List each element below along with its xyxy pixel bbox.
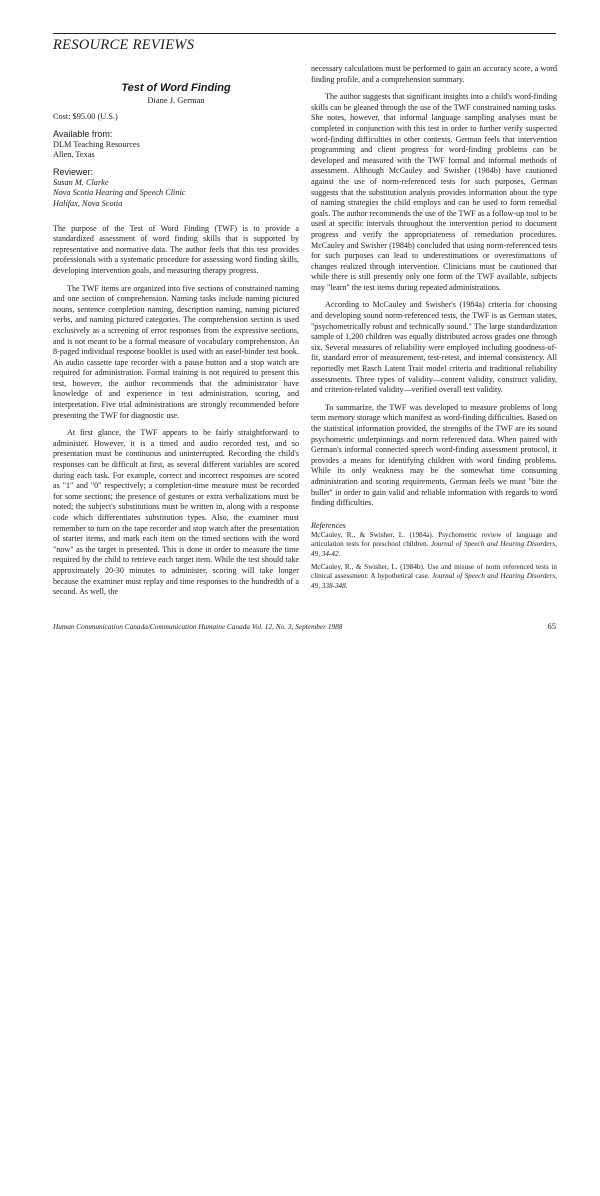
available-label: Available from: [53,128,113,139]
section-heading: RESOURCE REVIEWS [53,37,195,53]
reference-item [311,531,557,559]
reference-authors: McCauley, R., & Swisher, L. (1984a). [311,530,434,539]
reference-item [311,563,557,591]
columns [53,64,556,605]
publisher: DLM Teaching Resources [53,139,140,149]
footer [53,621,556,632]
reference-source: Journal of Speech and Hearing Disorders, 49, 338-348. [311,572,558,590]
journal-footer: Human Communication Canada/Communication Humaine Canada Vol. 12, No. 3, September 1988 [53,621,343,631]
references-heading: References [311,520,346,530]
reference-title: Use and misuse of norm referenced tests in clinical assessment: A hypothetical case. [311,562,558,581]
reviewer-name: Susan M. Clarke [53,177,109,187]
reviewer-block [53,167,299,210]
reviewer-label: Reviewer: [53,166,94,177]
review-author: Diane J. German [147,95,205,105]
reference-source: Journal of Speech and Hearing Disorders, 49, 34-42. [311,540,558,558]
page-number: 65 [547,620,556,631]
paragraph: The purpose of the Test of Word Finding (TWF) is to provide a standardized assessment of word finding skills that is supported by representative and normative data. The author feels that this test provides professionals with a systematic procedure for assessing word finding skills, developing intervention goals, and measuring therapy progress. [53,223,299,275]
availability [53,129,299,161]
left-column [53,64,299,605]
reviewer-location: Halifax, Nova Scotia [53,198,123,208]
reference-authors: McCauley, R., & Swisher, L. (1984b). [311,562,425,571]
paragraph: According to McCauley and Swisher's (1984a) criteria for choosing and developing sound norm-referenced tests, the TWF is as German states, "psychometrically robust and technically sound." The large standardization sample of 1,200 children was equally distributed across grades one through six. Several measures of reliability were employed including goodness-of-fit, standard error of measurement, test-retest, and internal consistency. All reportedly met Rasch Latent Trait model criteria and traditional reliability assessments. Three types of validity—content validity, construct validity, and criterion-related validity—verified overall test validity. [311,300,557,395]
cost: Cost: $95.00 (U.S.) [53,112,118,121]
paragraph: necessary calculations must be performed to gain an accuracy score, a word finding profile, and a comprehension summary. [311,64,557,84]
paragraph: The author suggests that significant insights into a child's word-finding skills can be gleaned through the use of the TWF constrained naming tasks. She notes, however, that informal language sampling analyses must be completed in conjunction with this test in order to further verify suspected word-finding difficulties in other contexts. German feels that intervention programming and client progress for word-finding problems can be developed and measured with the TWF formal and informal methods of assessment. Although McCauley and Swisher (1984b) have cautioned against the use of norm-referenced tests for such purposes, German suggests that the substitution analysis provides information about the type of naming strategies the child employs and can be used to form remedial goals. The author recommends the use of the TWF as a follow-up tool to be used at specific intervals throughout the intervention period to document progress and verify the appropriateness of remediation procedures. McCauley and Swisher (1984b) concluded that using norm-referenced tests for such purposes can lead to underestimations or overestimations of changes realized through intervention. Clinicians must be cautioned that while there is still presently only one form of the TWF available, subjects may "learn" the test items during repeated administrations. [311,92,557,292]
paragraph: At first glance, the TWF appears to be fairly straightforward to administer. However, it is a timed and audio recorded test, and so presentation must be continuous and uninterrupted. Recording the child's responses can be difficult at first, as several different variables are scored during each task. For example, correct and incorrect responses are scored as "1" and "0" respectively; a completion-time measure must be recorded for some sections; the presence of gestures or extra verbalizations must be noted; the subject's substitutions must be written in, along with a response code which differentiates substitution types. Also, the examiner must remember to turn on the tape recorder and stop watch after the presentation of starter items, and mark each item on the timed sections with the word "now" as the target is presented. This is done in order to measure the time required by the child to retrieve each target item. While the test should take approximately 20-30 minutes to administer, scoring will take longer because the examiner must replay and time responses to the hundredth of a second. As well, the [53,428,299,597]
right-column [311,64,557,595]
reviewer-affiliation: Nova Scotia Hearing and Speech Clinic [53,188,186,198]
publisher-location: Allen, Texas [53,150,95,160]
reference-title: Psychometric review of language and articulation tests for preschool children. [311,530,557,549]
paragraph: The TWF items are organized into five sections of constrained naming and one section of comprehension. Naming tasks include naming pictured nouns, sentence completion naming, description naming, naming pictured verbs, and naming pictured categories. The comprehension section is used exclusively as a screening of error responses from the expressive sections, and is not meant to be a formal measure of vocabulary comprehension. An 8-paged individual response booklet is used with an easel-binder test book. An audio cassette tape recorder with a pause button and a stop watch are required for administration. Formal training is not required to present this test, however, the author recommends that the administrator have knowledge of and experience in test administration, scoring, and interpretation. Five trial administrations are strongly recommended before presenting the TWF for diagnostic use. [53,283,299,420]
spacer [53,210,299,224]
header-rule [53,33,556,34]
paragraph: To summarize, the TWF was developed to measure problems of long term memory storage which manifest as word-finding difficulties. Based on the statistical information provided, the strengths of the TWF are its sound psychometric underpinnings and norm referenced data. When paired with German's informal connected speech word-finding assessment protocol, it provides a means for identifying children with word finding problems. While its only weakness may be the somewhat time consuming administration and scoring requirements, German feels we must "bite the bullet" in order to gain valid and reliable information with regards to word finding difficulties. [311,402,557,508]
review-title: Test of Word Finding [121,82,231,94]
